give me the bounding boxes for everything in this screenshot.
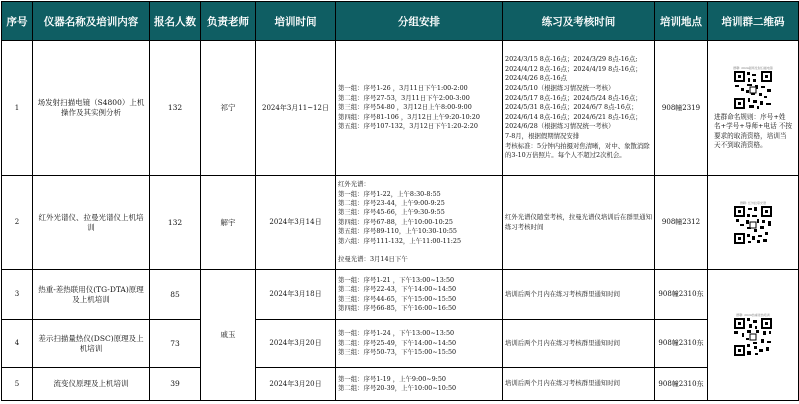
- practice-schedule: 培训后两个月内在练习考核群里通知时间: [503, 320, 655, 368]
- training-time: 2024年3月11~12日: [256, 41, 336, 176]
- enroll-count: 73: [150, 320, 201, 368]
- col-header-location: 培训地点: [655, 2, 708, 41]
- qr-caption: 群聊: 2024热重差热培训: [736, 313, 770, 317]
- table-row: [2, 270, 799, 320]
- group-line: 第三组：序号45-66，上午9:30-9:55: [338, 208, 445, 217]
- training-schedule-table: [1, 1, 799, 401]
- group-line: 第二组：序号25-49，下午14:00~14:50: [338, 338, 457, 347]
- row-index: 2: [2, 176, 33, 270]
- course-name: 热重-差热联用仪(TG-DTA)原理及上机培训: [33, 270, 150, 320]
- col-header-course: 仪器名称及培训内容: [33, 2, 150, 41]
- row-index: 4: [2, 320, 33, 368]
- group-line: 第四组：序号81-106 ，3月12日上午9:20-10:20: [338, 112, 480, 121]
- row-index: 3: [2, 270, 33, 320]
- qr-code-icon: [733, 70, 773, 110]
- col-header-qr: 培训群二维码: [708, 2, 799, 41]
- course-name: 差示扫描量热仪(DSC)原理及上机培训: [33, 320, 150, 368]
- qr-code-icon: [733, 317, 773, 357]
- teacher-name: 祁宁: [201, 41, 256, 176]
- col-header-index: 序号: [2, 2, 33, 41]
- enroll-count: 132: [150, 41, 201, 176]
- group-section-footer: 拉曼光谱：3月14日下午: [338, 255, 408, 264]
- training-time: 2024年3月20日: [256, 320, 336, 368]
- practice-line: 2024/6/14 8点-16点；2024/6/21 8点-16点；: [505, 112, 642, 121]
- assessment-criteria: 考核标准：5分钟内拍摄对焦清晰，对中、象散消除的3-10万倍照片。每个人不超过2次机会。: [505, 141, 650, 160]
- training-location: 908幢2310东: [655, 270, 708, 320]
- enroll-count: 85: [150, 270, 201, 320]
- col-header-groups: 分组安排: [336, 2, 503, 41]
- teacher-name: 解宇: [201, 176, 256, 270]
- practice-line: 2024/5/17 8点-16点；2024/5/24 8点-16点；: [505, 93, 642, 102]
- qr-cell: [708, 176, 799, 270]
- group-schedule: [336, 270, 503, 320]
- table-row: [2, 41, 799, 176]
- group-line: 第三组：序号44-65，下午15:00~15:50: [338, 294, 457, 303]
- group-line: 第一组：序号1-22，上午8:30-8:55: [338, 189, 441, 198]
- practice-line: 2024/3/15 8点-16点；2024/3/29 8点-16点;: [505, 55, 638, 64]
- practice-schedule: 红外光谱仪随堂考核，拉曼光谱仪培训后在群里通知练习考核时间: [503, 176, 655, 270]
- training-time: 2024年3月20日: [256, 368, 336, 401]
- group-line: 第二组：序号22-43，下午14:00~14:50: [338, 285, 457, 294]
- group-line: 第二组：序号27-53，3月11日下午2:00-3:00: [338, 93, 470, 102]
- practice-line: 2024/4/26 8点-16点: [505, 74, 567, 83]
- enroll-count: 39: [150, 368, 201, 401]
- practice-line: 2024/6/28（根据练习情况统一考核）: [505, 122, 615, 131]
- qr-caption: 群聊: 红外拉曼光谱: [740, 200, 766, 205]
- col-header-practice: 练习及考核时间: [503, 2, 655, 41]
- group-line: 第三组：序号54-80 ，3月12日上午8:00-9:00: [338, 103, 472, 112]
- training-time: 2024年3月18日: [256, 270, 336, 320]
- group-line: 第四组：序号66-85，下午16:00~16:50: [338, 303, 457, 312]
- practice-schedule: 培训后两个月内在练习考核群里通知时间: [503, 368, 655, 401]
- group-line: 第一组：序号1-21 ，下午13:00~13:50: [338, 275, 455, 284]
- group-line: 第六组：序号111-132，上午11:00-11:25: [338, 236, 462, 245]
- col-header-teacher: 负责老师: [201, 2, 256, 41]
- course-name: 红外光谱仪、拉曼光谱仪上机培训: [33, 176, 150, 270]
- practice-line: 2024/5/10（根据练习情况统一考核）: [505, 84, 615, 93]
- group-schedule: [336, 320, 503, 368]
- course-name: 场发射扫描电镜（S4800）上机操作及其实例分析: [33, 41, 150, 176]
- group-line: 第五组：序号107-132，3月12日下午1:20-2:20: [338, 122, 478, 131]
- group-line: 第五组：序号89-110，上午10:30-10:55: [338, 227, 457, 236]
- table-row: [2, 176, 799, 270]
- training-location: 908幢2312: [655, 176, 708, 270]
- group-line: 第四组：序号67-88，上午10:00-10:25: [338, 217, 453, 226]
- training-location: 908幢2319: [655, 41, 708, 176]
- practice-schedule: [503, 41, 655, 176]
- row-index: 5: [2, 368, 33, 401]
- training-location: 908幢2310东: [655, 320, 708, 368]
- practice-schedule: 培训后两个月内在练习考核群里通知时间: [503, 270, 655, 320]
- qr-caption: 群聊: 2024届场发射扫描电镜: [733, 65, 773, 70]
- qr-code-icon: [733, 205, 773, 245]
- col-header-count: 报名人数: [150, 2, 201, 41]
- group-line: 第一组：序号1-26 ，3月11日下午1:00-2:00: [338, 84, 468, 93]
- teacher-name: 戚玉: [201, 270, 256, 401]
- qr-join-rules: 进群命名规则：序号+姓名+学号+导师+电话 不按要求的取消资格，培训当天不到取消资格。: [714, 112, 793, 149]
- practice-line: 2024/4/12 8点-16点；2024/4/19 8点-16点；: [505, 64, 642, 73]
- course-name: 流变仪原理及上机培训: [33, 368, 150, 401]
- group-section-title: 红外光谱：: [338, 180, 370, 189]
- group-schedule: [336, 41, 503, 176]
- group-line: 第二组：序号20-39，上午10:00~10:50: [338, 384, 457, 392]
- group-line: 第三组：序号50-73，下午15:00~15:50: [338, 348, 457, 357]
- col-header-time: 培训时间: [256, 2, 336, 41]
- row-index: 1: [2, 41, 33, 176]
- header-row: [2, 2, 799, 41]
- practice-line: 2024/5/31 8点-16点；2024/6/7 8点-16点；: [505, 103, 638, 112]
- group-line: 第一组：序号1-19 ，上午9:00~9:50: [338, 374, 446, 383]
- group-schedule: [336, 176, 503, 270]
- spacer: [338, 246, 500, 255]
- practice-line: 7-8月，根据假期情况安排: [505, 131, 580, 140]
- qr-cell: [708, 41, 799, 176]
- group-line: 第一组：序号1-24 ，下午13:00~13:50: [338, 329, 455, 338]
- qr-cell: [708, 270, 799, 401]
- training-location: 908幢2310东: [655, 368, 708, 401]
- training-time: 2024年3月14日: [256, 176, 336, 270]
- table-row: [2, 320, 799, 368]
- group-line: 第二组：序号23-44，上午9:00-9:25: [338, 198, 445, 207]
- enroll-count: 132: [150, 176, 201, 270]
- group-schedule: [336, 368, 503, 401]
- table-row: [2, 368, 799, 401]
